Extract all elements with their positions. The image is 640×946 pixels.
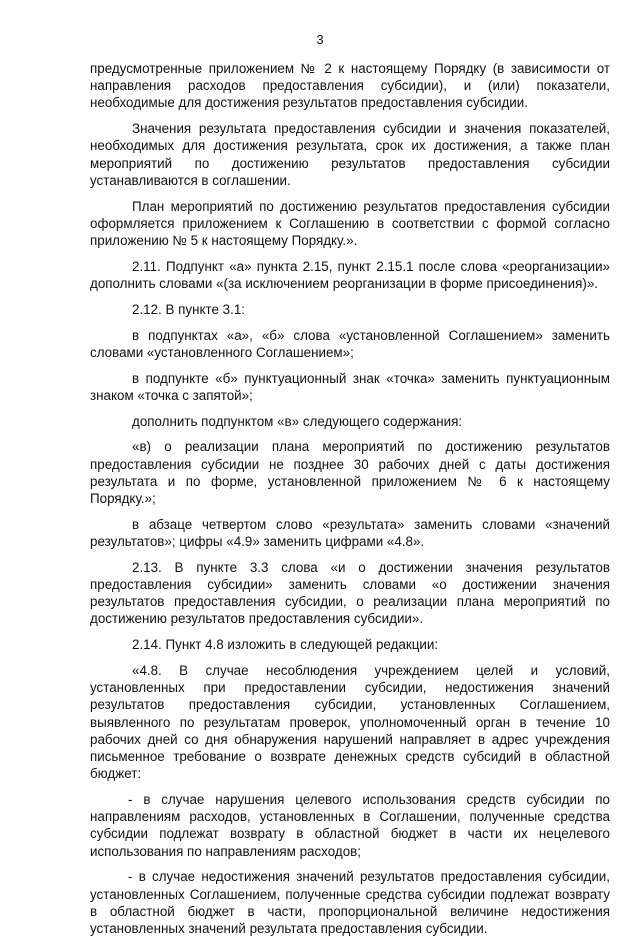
paragraph-2-14: 2.14. Пункт 4.8 изложить в следующей редакции: bbox=[132, 637, 439, 653]
list-item-misuse: - в случае нарушения целевого использования средств субсидии по направлениям расходов, установленных в Соглашении, полученные средства субсидии подлежат возврату в областной бюджет в части их нецелевого использования по направлениям расходов; bbox=[90, 792, 610, 859]
paragraph-2-13: 2.13. В пункте 3.3 слова «и о достижении значения результатов предоставления субсидии» заменить словами «о достижении значения результатов предоставления субсидии, о реализации плана мероприятий по достижению результатов предоставления субсидии». bbox=[90, 559, 610, 627]
paragraph-2-11: 2.11. Подпункт «а» пункта 2.15, пункт 2.15.1 после слова «реорганизации» дополнить словами «(за исключением реорганизации в форме присоединения)». bbox=[90, 258, 610, 292]
page-number: 3 bbox=[316, 32, 324, 47]
paragraph-result-values: Значения результата предоставления субсидии и значения показателей, необходимых для достижения результата, срок их достижения, а также план мероприятий по достижению результатов предоставления субсидии устанавливаются в соглашении. bbox=[90, 121, 610, 188]
document-body bbox=[90, 60, 610, 946]
paragraph-subpoints-a-b: в подпунктах «а», «б» слова «установленной Соглашением» заменить словами «установленного Соглашением»; bbox=[90, 327, 610, 360]
paragraph-4-8: «4.8. В случае несоблюдения учреждением целей и условий, установленных при предоставлении субсидии, недостижения значений результатов предоставления субсидии, установленных Соглашением, выявленного по результатам проверок, уполномоченный орган в течение 10 рабочих дней со дня обнаружения нарушений направляет в адрес учреждения письменное требование о возврате денежных средств субсидий в областной бюджет: bbox=[90, 663, 610, 782]
paragraph-subpoint-b: в подпункте «б» пунктуационный знак «точка» заменить пунктуационным знаком «точка с запятой»; bbox=[90, 370, 610, 403]
paragraph-fourth-abzac: в абзаце четвертом слово «результата» заменить словами «значений результатов»; цифры «4.9» заменить цифрами «4.8». bbox=[90, 516, 610, 550]
paragraph-continuation: предусмотренные приложением № 2 к настоящему Порядку (в зависимости от направления расходов предоставления субсидии), и (или) показатели, необходимые для достижения результатов предоставления субсидии. bbox=[90, 61, 610, 111]
paragraph-2-12: 2.12. В пункте 3.1: bbox=[132, 301, 245, 317]
paragraph-activity-plan: План мероприятий по достижению результатов предоставления субсидии оформляется приложением к Соглашению в соответствии с формой согласно приложению № 5 к настоящему Порядку.». bbox=[90, 198, 610, 249]
list-item-non-achievement: - в случае недостижения значений результатов предоставления субсидии, установленных Соглашением, полученные средства субсидии подлежат возврату в областной бюджет в части, пропорциональной величине недостижения установленных значений результата предоставления субсидии. bbox=[90, 869, 610, 937]
paragraph-subpoint-v-text: «в) о реализации плана мероприятий по достижению результатов предоставления субсидии не позднее 30 рабочих дней с даты достижения результата и по форме, установленной приложением № 6 к настоящему Порядку.»; bbox=[90, 439, 610, 507]
paragraph-add-subpoint-v: дополнить подпунктом «в» следующего содержания: bbox=[132, 413, 463, 429]
